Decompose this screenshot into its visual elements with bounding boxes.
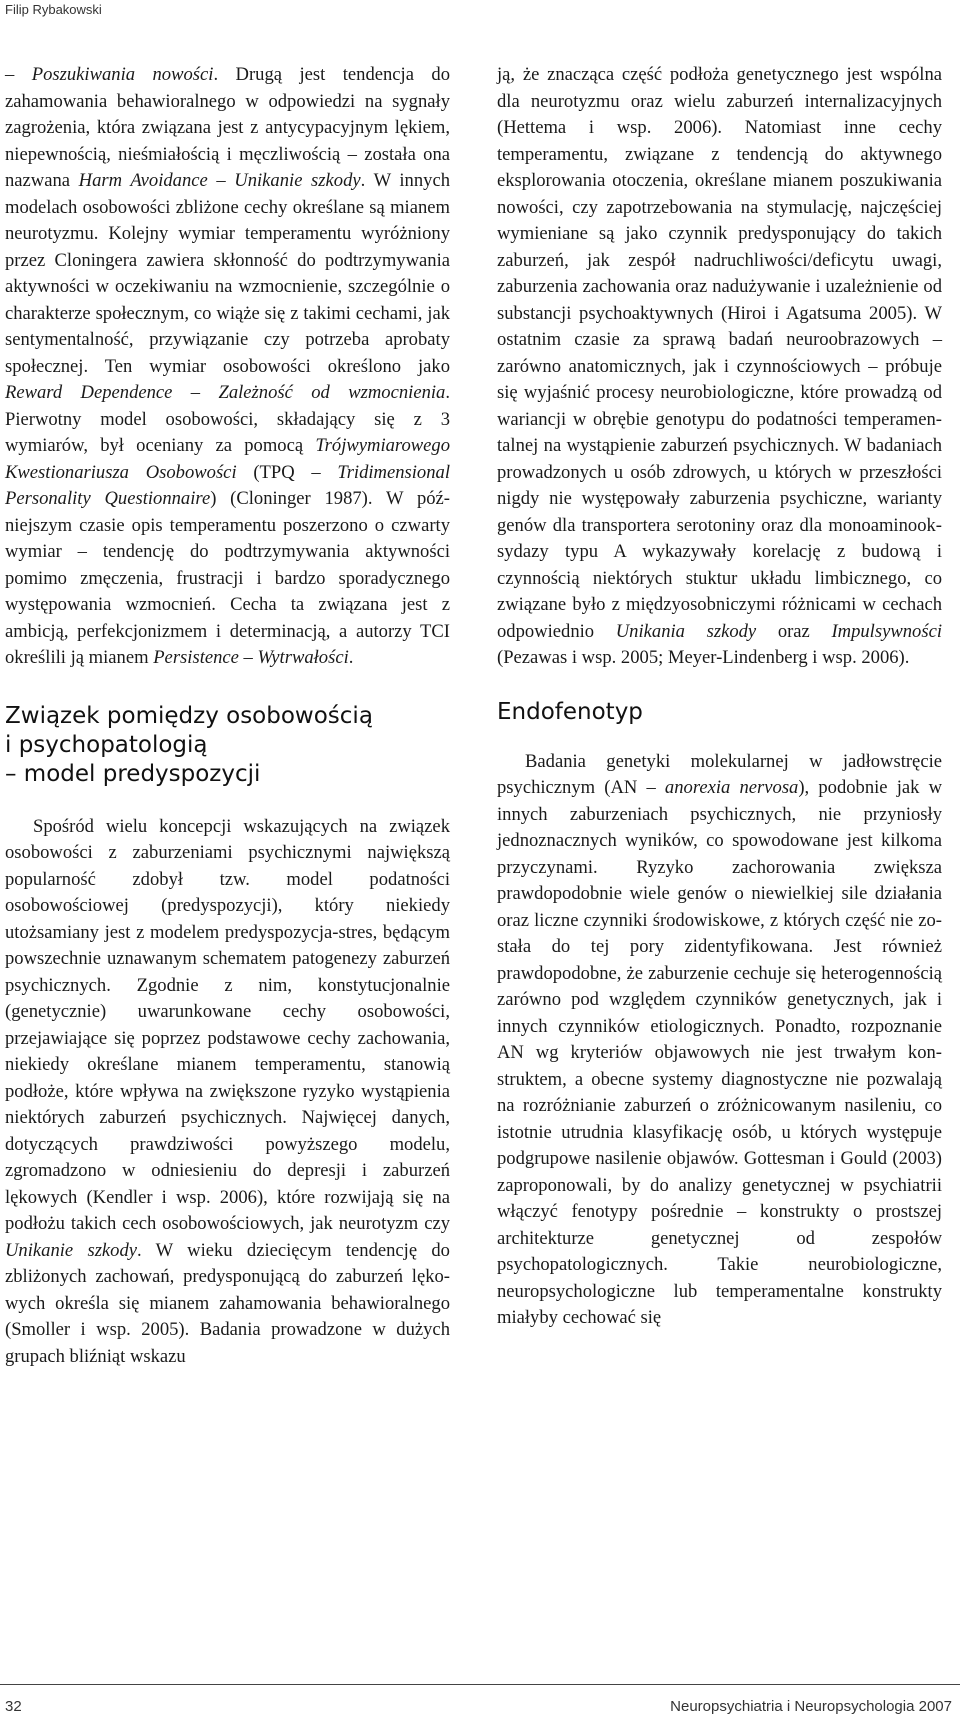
paragraph-genetic-overlap: ją, że znacząca część podłoża genetycznego jest wspólna dla neurotyzmu oraz wielu zaburzeń internalizacyjnych (Hettema i wsp. 2006). Natomiast inne cechy temperamentu, związane z tendencją do aktywnego eksplorowania otoczenia, określane mianem poszukiwania nowości, czy zapotrzebowania na stymulację, najczęściej wymieniane są jako czynnik predysponujący do takich zaburzeń, jak zespół nadruchliwości/deficytu uwagi, zaburzenia zachowania oraz nadużywanie i uzależnienie od substancji psychoaktywnych (Hiroi i Agatsuma 2005). W ostatnim czasie za sprawą badań neuroobrazowych – zarówno anatomicznych, jak i czynnościowych – próbuje się wyjaśnić procesy neurobiologiczne, które prowadzą od wariancji w obrębie genotypu do podatności temperamentalnej na wystąpienie zaburzeń psychicznych. W badaniach prowadzonych u osób zdrowych, u których w przeszłości nigdy nie występowały zaburzenia psychiczne, warianty genów dla transportera serotoniny oraz dla monoaminooksydazy typu A wykazywały korelację z budową i czynnością niektórych stuktur układu limbicznego, co związane było z międzyosobniczymi różnicami w cechach odpowiednio Unikania szkody oraz Impulsywności (Pezawas i wsp. 2005; Meyer-Lindenberg i wsp. 2006). bbox=[497, 64, 942, 668]
running-head-author: Filip Rybakowski bbox=[5, 2, 102, 17]
section-heading-predisposition-model: Związek pomiędzy osobowością i psychopatologią – model predyspozycji bbox=[5, 702, 373, 787]
right-column bbox=[497, 62, 942, 1332]
left-column bbox=[5, 62, 450, 1370]
journal-title: Neuropsychiatria i Neuropsychologia 2007 bbox=[670, 1698, 952, 1715]
paragraph-endophenotype: Badania genetyki molekularnej w jadłowstręcie psychicznym (AN – anorexia nervosa), podobnie jak w innych zaburzeniach psychicznych, nie przyniosły jednoznacznych wyników, co spowodowane jest kilkoma przyczynami. Ryzyko zachorowania zwiększa prawdopodobnie wiele genów o niewielkiej sile działania oraz liczne czynniki środowiskowe, z których część nie została do tej pory zidentyfikowana. Jest również prawdopodobne, że zaburzenie cechuje się heterogennością zarówno pod względem czynników genetycznych, jak i innych czynników etiologicznych. Ponadto, rozpoznanie AN wg kryteriów objawowych nie jest trwałym konstruktem, a obecne systemy diagnostyczne nie pozwalają na rozróżnianie zaburzeń o zróżnicowanym nasileniu, co istotnie utrudnia klasyfikację osób, u których występuje podgrupowe nasilenie objawów. Gottesman i Gould (2003) zaproponowali, by do analizy genetycznej w psychiatrii włączyć fenotypy pośrednie – konstrukty o prostszej architekturze genetycznej od zespołów psychopatologicznych. Takie neurobiologiczne, neuropsychologiczne lub temperamentalne konstrukty miałyby cechować się bbox=[497, 750, 943, 1328]
section-heading-endophenotype: Endofenotyp bbox=[497, 698, 643, 725]
paragraph-predisposition-model: Spośród wielu koncepcji wskazujących na związek osobowości z zaburzeniami psychicznymi największą popularność zdobył tzw. model podatności osobowościowej (predyspozycji), który niekiedy utożsamiany jest z modelem predyspozycja-stres, będącym powszechnie uznawanym schematem patogenezy zaburzeń psychicznych. Zgodnie z nim, konstytucjonalnie (genetycznie) uwarunkowane cechy osobowości, przejawiające się poprzez podstawowe cechy zachowania, niekiedy określane mianem temperamentu, stanowią podłoże, które wpływa na zwiększone ryzyko wystąpienia niektórych zaburzeń psychicznych. Najwięcej danych, dotyczących prawdziwości powyższego modelu, zgromadzono w odniesieniu do depresji i zaburzeń lękowych (Kendler i wsp. 2006), które rozwijają się na podłożu takich cech osobowościowych, jak neurotyzm czy Unikanie szkody. W wieku dziecięcym tendencję do zbliżonych zachowań, predysponującą do zaburzeń lękowych określa się mianem zahamowania behawioralnego (Smoller i wsp. 2005). Badania prowadzone w dużych grupach bliźniąt wskazu bbox=[5, 815, 450, 1367]
page-number: 32 bbox=[5, 1698, 22, 1715]
footer-divider bbox=[0, 1684, 960, 1685]
paragraph-temperament-dimensions: – Poszukiwania nowości. Drugą jest tendencja do zahamowania behawioralnego w odpowiedzi na sygnały zagrożenia, która związana jest z antycypacyjnym lękiem, niepewnością, nieśmiałością i męczliwością – została ona nazwana Harm Avoidance – Unikanie szkody. W innych modelach osobowości zbliżone cechy określane są mianem neurotyzmu. Kolejny wymiar temperamentu wyróżniony przez Cloningera zawiera skłonność do podtrzymywania aktywności w oczekiwaniu na wzmocnienie, szczególnie o charakterze społecznym, co wiąże się z takimi cechami, jak sentymentalność, przywiązanie czy potrzeba aprobaty społecznej. Ten wymiar osobowości określono jako Reward Dependence – Zależność od wzmocnienia. Pierwotny model osobowości, składający się z 3 wymiarów, był oceniany za pomocą Trójwymiarowego Kwestionariusza Osobowości (TPQ – Tridimensional Personality Questionnaire) (Cloninger 1987). W późniejszym czasie opis temperamentu poszerzono o czwarty wymiar – tendencję do podtrzymywania aktywności pomimo zmęczenia, frustracji i bardzo sporadycznego występowania wzmocnień. Cecha ta związana jest z ambicją, perfekcjonizmem i determinacją, a autorzy TCI określili ją mianem Persistence – Wytrwałości. bbox=[5, 64, 450, 668]
